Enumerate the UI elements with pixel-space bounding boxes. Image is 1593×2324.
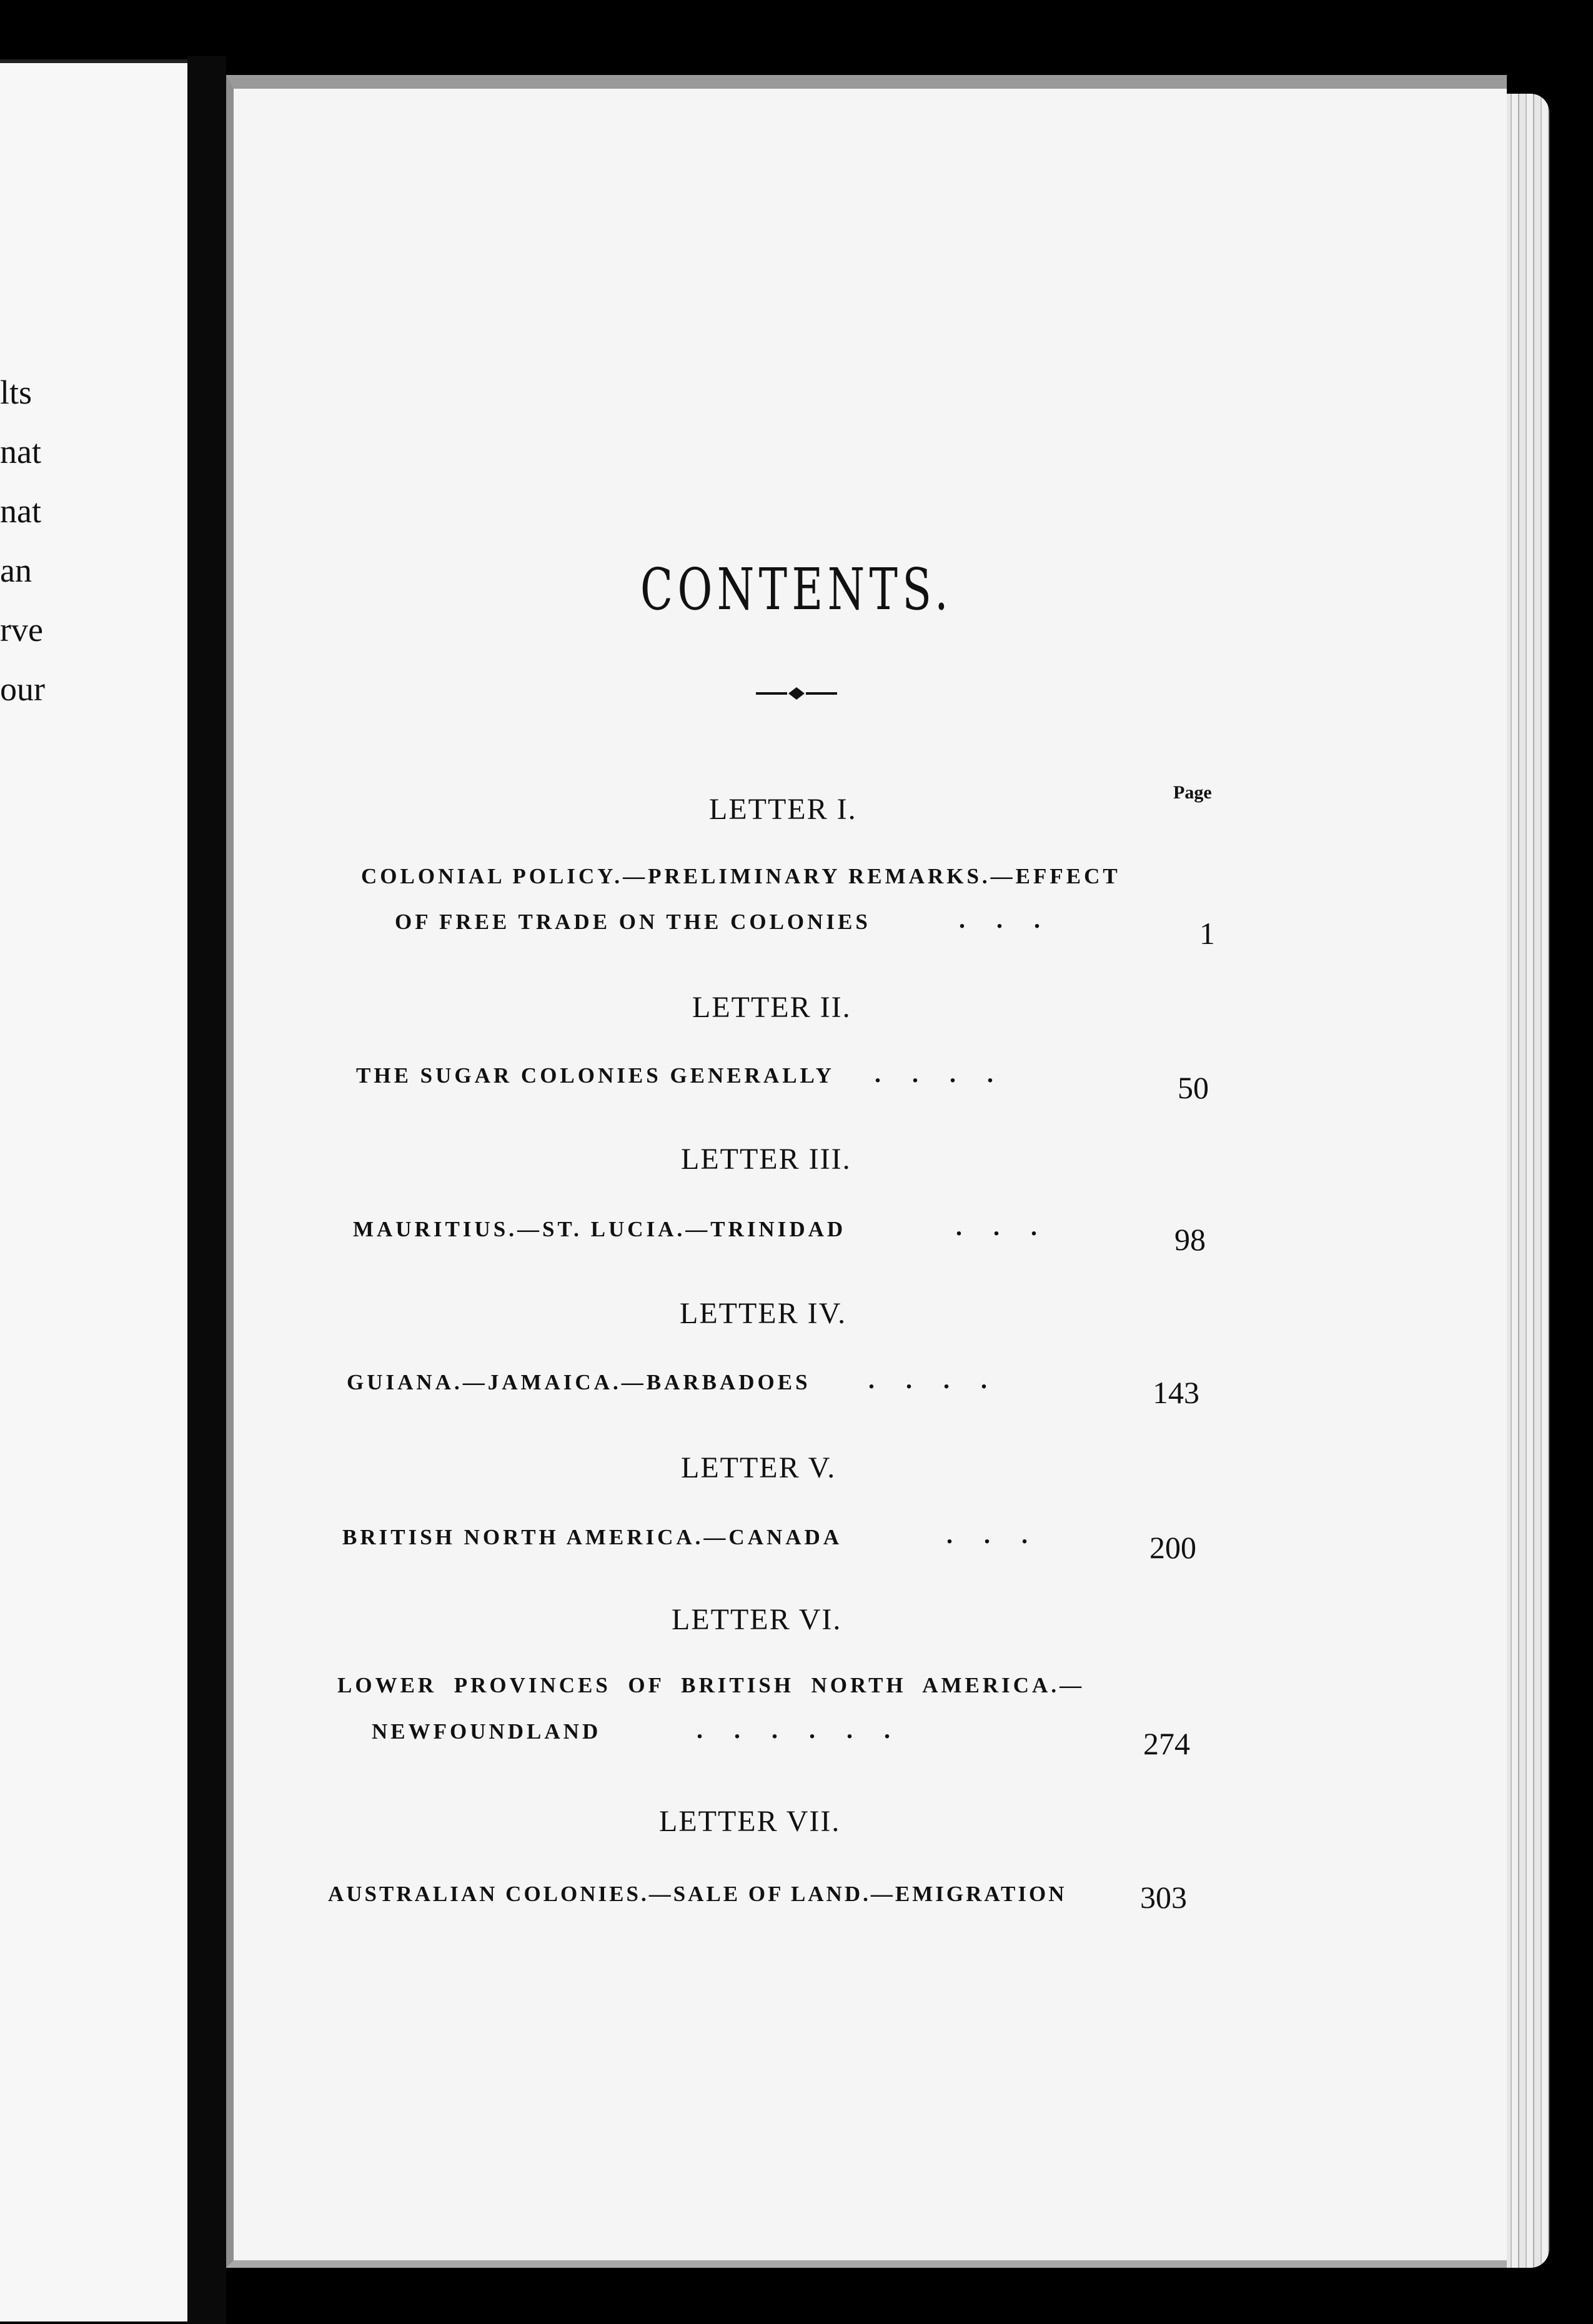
entry-text: BRITISH NORTH AMERICA.—CANADA — [342, 1525, 843, 1549]
leader-dots: . . . — [959, 905, 1040, 933]
page-number: 303 — [1140, 1880, 1187, 1915]
page-column-label: Page — [1173, 782, 1212, 803]
leader-dots: . . . — [946, 1521, 1028, 1549]
entry-text: AUSTRALIAN COLONIES.—SALE OF LAND.—EMIGRATION — [328, 1882, 1067, 1906]
entry-text: OF FREE TRADE ON THE COLONIES — [395, 910, 871, 934]
page-number: 143 — [1153, 1375, 1199, 1410]
entry-text: COLONIAL POLICY.—PRELIMINARY REMARKS.—EFFECT — [361, 864, 1121, 888]
left-page-text-fragment: an — [0, 552, 32, 589]
left-page-text-fragment: lts — [0, 374, 32, 411]
entry-text: NEWFOUNDLAND — [372, 1719, 602, 1744]
left-page-text-fragment: rve — [0, 611, 43, 648]
left-page-text-fragment: nat — [0, 433, 41, 470]
page-number: 98 — [1174, 1222, 1206, 1257]
letter-heading: LETTER I. — [709, 793, 857, 826]
letter-heading: LETTER III. — [681, 1143, 851, 1176]
entry-text: GUIANA.—JAMAICA.—BARBADOES — [347, 1370, 811, 1394]
letter-heading: LETTER II. — [692, 991, 851, 1024]
entry-text: MAURITIUS.—ST. LUCIA.—TRINIDAD — [353, 1217, 846, 1241]
page-number: 274 — [1143, 1726, 1190, 1761]
letter-heading: LETTER V. — [681, 1451, 836, 1484]
leader-dots: . . . . . . — [697, 1716, 890, 1744]
letter-heading: LETTER VII. — [659, 1805, 841, 1838]
leader-dots: . . . — [956, 1213, 1037, 1241]
page-number: 1 — [1199, 916, 1215, 951]
contents-page — [226, 75, 1507, 2268]
page-number: 50 — [1178, 1070, 1209, 1105]
entry-text: LOWER PROVINCES OF BRITISH NORTH AMERICA.— — [337, 1673, 1085, 1697]
letter-heading: LETTER VI. — [672, 1603, 842, 1636]
entry-text: THE SUGAR COLONIES GENERALLY — [356, 1063, 835, 1088]
page-number: 200 — [1149, 1530, 1196, 1565]
left-page-text-fragment: nat — [0, 492, 41, 530]
page-title: CONTENTS. — [640, 556, 953, 623]
leader-dots: . . . . — [875, 1060, 993, 1088]
left-facing-page — [0, 59, 187, 2322]
leader-dots: . . . . — [868, 1366, 987, 1394]
left-page-text-fragment: our — [0, 670, 45, 708]
book-spine-gutter — [187, 56, 226, 2324]
letter-heading: LETTER IV. — [680, 1297, 847, 1330]
diamond-ornament-icon — [756, 681, 837, 706]
